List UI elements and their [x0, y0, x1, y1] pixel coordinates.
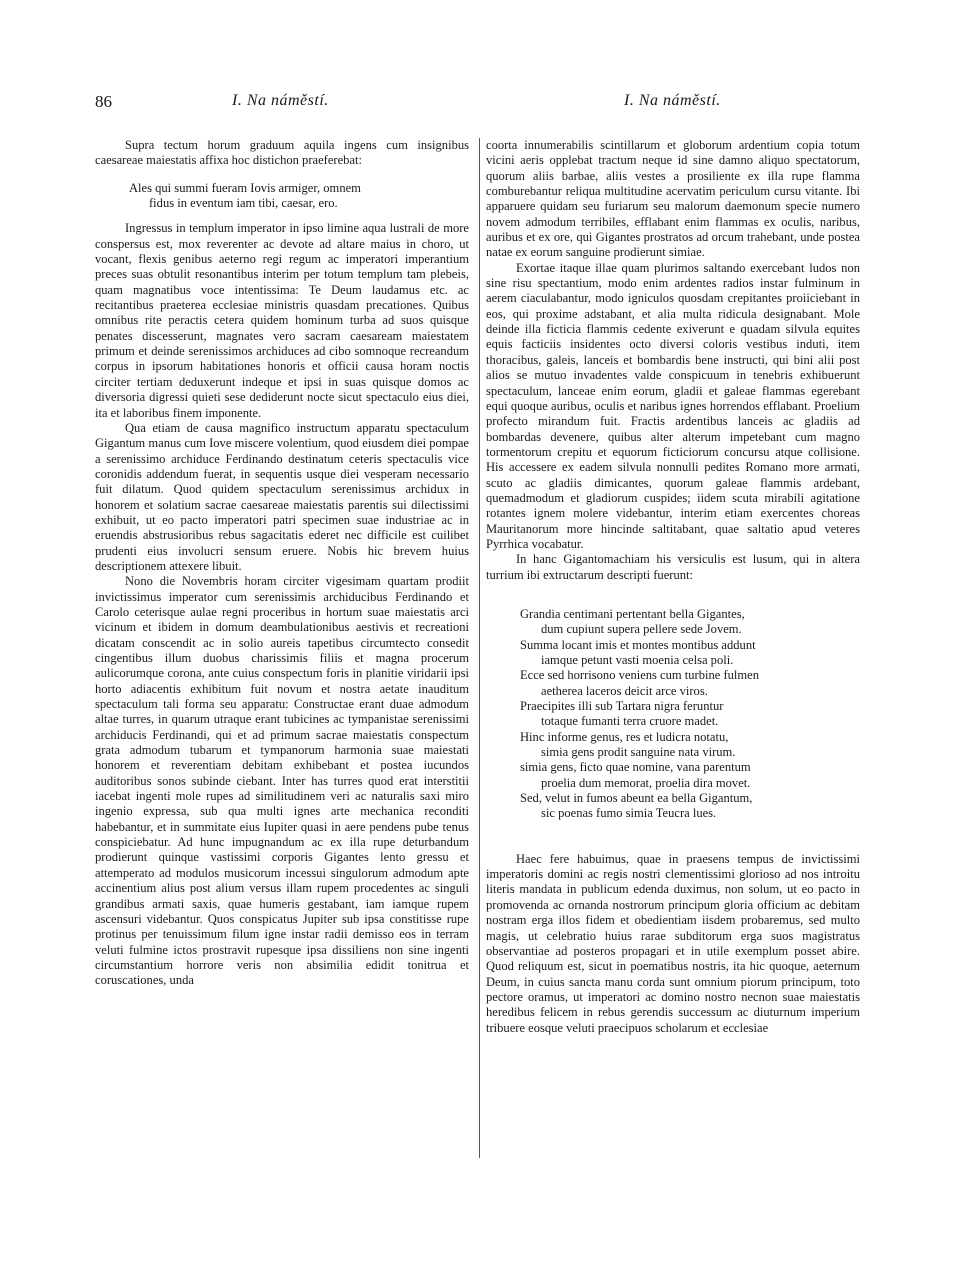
poem [486, 607, 860, 822]
verse-line: dum cupiunt supera pellere sede Jovem. [541, 622, 742, 637]
verse-line: Praecipites illi sub Tartara nigra feruntur [520, 699, 724, 714]
paragraph: Haec fere habuimus, quae in praesens tempus de invictissimi imperatoris domini ac regis nostri clementissimi glorioso ad nos introitu literis mandata in publicum edenda duximus, non solum, ut eo pacto in promovenda ac ornanda nostrorum principum gloria officium ac debitam nostram erga illos fidem et obedientiam iisdem probaremus, sed multo magis, ut celebratio huius rarae subditorum erga suos magistratus observantiae ad posteros propagari et in utile exemplum posset abire. Quod reliquum est, sicut in poematibus nostris, ita hic quoque, aeternum Deum, in cuius sancta manu corda sunt omnium piorum principum, toto pectore oramus, ut imperatori ac domino nostro necnon suae maiestatis heredibus felicem in rebus gerendis successum ac diuturnum imperium tribuere eosque veluti praecipuos scholarum et ecclesiae [486, 851, 860, 1035]
verse-line: Summa locant imis et montes montibus addunt [520, 637, 756, 652]
verse-line: Ales qui summi fueram Iovis armiger, omnem [129, 180, 361, 195]
left-column [95, 138, 469, 989]
verse-line: totaque fumanti terra cruore madet. [541, 714, 719, 729]
verse-line: aetherea laceros deicit arce viros. [541, 683, 708, 698]
paragraph: In hanc Gigantomachiam his versiculis est lusum, qui in altera turrium ibi extructarum descripti fuerunt: [486, 552, 860, 582]
running-head-left: I. Na náměstí. [232, 92, 329, 109]
paragraph: Exortae itaque illae quam plurimos saltando exercebant ludos non sine risu spectantium, modo enim ardentes radios instar fulminum in aerem ciaculabantur, modo igniculos quosdam crepitantes proiiciebant in eos, qui proxime adstabant, et alia multa ridicula designabant. Mole deinde illa ficticia flammis cedente exiverunt e quadam silvula equites equis facticiis insidentes octo diversi coloris vestibus induti, item thoracibus, galeis, lanceis et bombardis bene instructi, qui bini alii post alios se mutuo invadentes valde conspicuum in tenebris exhibuerunt spectaculum, lanceae enim eorum, gladii et galeae flammas egerebant equi quoque auribus, oculis et naribus ignes horrendos efflabant. Proelium profecto mirandum fuit. Fractis ardentibus lanceis ac gladiis ad bombardas devenere, quibus alter alterum impetebant cum magno tormentorum crepitu et equorum ficticiorum concursu atque collisione. His accessere ex eadem silvula nonnulli pedites Romano more armati, scuto ac gladiis dimicantes, quorum galeae flammis ardebant, quemadmodum et gladiorum cuspides; iidem scuta mirabili agitatione rotantes ignem molere videbantur, interim etiam exercentes choreas Mauritanorum more hincinde saltitabant, quae saltatio apud veteres Pyrrhica vocabatur. [486, 260, 860, 551]
right-column [486, 138, 860, 1036]
verse-line: proelia dum memorat, proelia dira movet. [541, 775, 751, 790]
running-head-right: I. Na náměstí. [624, 92, 721, 109]
verse-line: simia gens prodit sanguine nata virum. [541, 745, 736, 760]
paragraph: Qua etiam de causa magnifico instructum apparatu spectaculum Gigantum manus cum Iove miscere volentium, quod eiusdem diei pompae a serenissimo archiduce Ferdinando destinatum ceteris spectaculis vice coronidis addendum fuerat, in sequentis usque diei vesperam necessario fuit dilatum. Quod quidem spectaculum serenissimus archidux in honorem et solatium sacrae caesareae maiestatis parentis sui dilectissimi exhibuit, ut eo pacto imperatori patri specimen suae industriae ac in eruendis abstrusioribus rebus sagacitatis ederet nec difficile est cuilibet prudenti eius involucri sensum eruere. Nobis hic brevem huius descriptionem attexere libuit. [95, 420, 469, 573]
verse-line: sic poenas fumo simia Teucra lues. [541, 806, 717, 821]
verse-line: simia gens, ficto quae nomine, vana parentum [520, 760, 751, 775]
paragraph: Supra tectum horum graduum aquila ingens cum insignibus caesareae maiestatis affixa hoc distichon praeferebat: [95, 138, 469, 168]
verse-line: Ecce sed horrisono veniens cum turbine fulmen [520, 668, 760, 683]
verse-line: Sed, velut in fumos abeunt ea bella Gigantum, [520, 791, 753, 806]
paragraph: Nono die Novembris horam circiter vigesimam quartam prodiit invictissimus imperator cum serenissimis archiducibus Ferdinando et Carolo ceterisque aulae regni proceribus in hortum suae maiestatis arci vicinum et ibidem in domum deambulationibus aestivis et recreationi dicatam conscendit ac in solio aureis tapetibus circumtecto consedit cingentibus illum duobus charissimis filiis et magna procerum aulicorumque corona, ante cuius conspectum foris in planitie viridarii ipsi horto adiacentis exhibitum fuit novum et nostra aetate inauditum spectaculum tali forma seu apparatu: Constructae erant duae admodum altae turres, in quarum utraque erant tubicines ac tympanistae serenissimi archiducis Ferdinandi, qui et ad primum sacrae maiestatis conspectum grata admodum tubarum et tympanorum harmonia suae maiestati honorem et reverentiam debitam exhibebant et postea iucundos auditoribus sonos subinde ciebant. Inter has turres quod erat interstitii iacebat ingenti mole rupes ad similitudinem veri ac naturalis saxi miro ingenio expressa, sub qua multi ignes arte mechanica reconditi habebantur, et in summitate eius Iupiter quasi in aere pendens pube tenus conspiciebatur. Ad hunc impugnandum ac ex illa rupe deturbandum prodierunt quinque vastissimi corporis Gigantes lento gressu et attemperato ad modulos musicorum incessui singulorum admodum apte accinentium alius post alium versus illam rupem procedentes ac singuli grandibus armati saxis, quae humeris gestabant, iam iamque rupem ascensuri videbantur. Quos conspicatus Jupiter sub ipsa constitisse rupe protinus per tenuissimum filum igne instar radii demisso eos in terram veluti fulmine ictos prostravit rupesque ipsa dissiliens non sine ingenti circumstantium horrore veris non absimilia edidit tonitrua et coruscationes, unda [95, 574, 469, 988]
column-divider [479, 138, 480, 1158]
verse-line: Hinc informe genus, res et ludicra notatu, [520, 729, 729, 744]
paragraph: coorta innumerabilis scintillarum et globorum ardentium copia totum vicini aeris opplebat tractum neque id sine damno aliquo spectatorum, quorum aliis barbae, aliis vestes a prosiliente ex illa rupe flamma comburebantur reliqua multitudine acervatim periculum cursu vitante. Ibi apparuere quidam seu furiarum seu malorum daemonum specie numero novem admodum terribiles, efflabant enim flammas ex oculis, naribus, auribus et ex ore, qui Gigantes prostratos ad orcum trahebant, unde postea natae ex eorum sanguine prodierunt simiae. [486, 138, 860, 260]
verse-line: iamque petunt vasti moenia celsa poli. [541, 653, 734, 667]
paragraph: Ingressus in templum imperator in ipso limine aqua lustrali de more conspersus est, mox reverenter ac devote ad altare maius in choro, ut vocant, flexis genibus aeterno regi regum ac imperatori imperantium preces suas obtulit resonantibus interim per totum templum tam plebeis, quam magnatibus voce intentissima: Te Deum laudamus etc. ac recitantibus praeterea ecclesiae ministris quasdam precationes. Quibus omnibus rite peractis cetera quidem hominum turba ad suos quisque penates discesserunt, magnates vero sacram caesaream maiestatem primum et deinde serenissimos archiduces ad cibo somnoque recreandum corpus in ipsorum habitationes honoris et officii causa horam noctis circiter tertiam deduxerunt indeque et ipsi in suas quisque domos ac diversoria digressi quieti sese dediderunt nocte sicut spectaculo eius diei, ita et laboribus finem imponente. [95, 221, 469, 420]
verse-line: Grandia centimani pertentant bella Gigantes, [520, 606, 745, 621]
distich [95, 181, 469, 212]
page-number: 86 [95, 92, 112, 111]
verse-line: fidus in eventum iam tibi, caesar, ero. [149, 196, 338, 211]
